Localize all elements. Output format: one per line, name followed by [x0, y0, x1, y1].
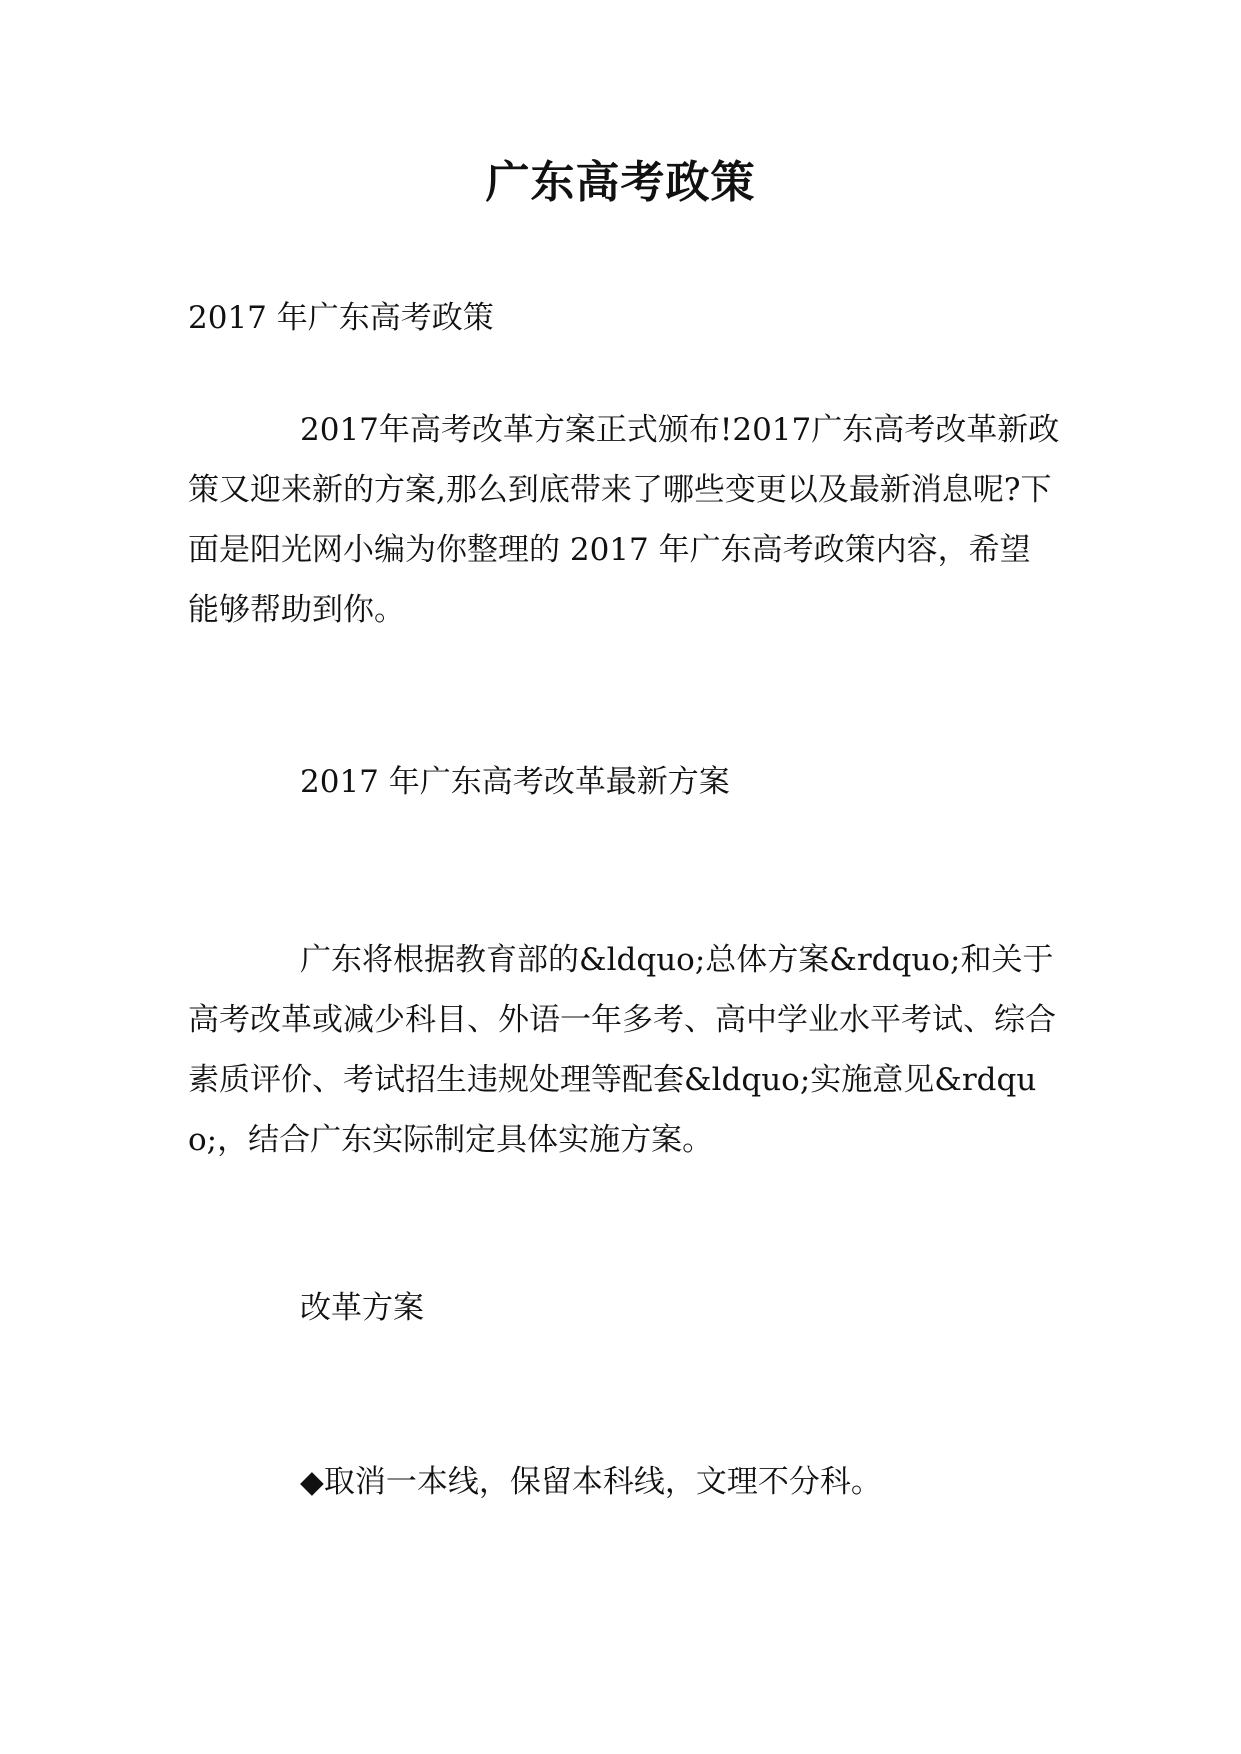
reform-label: 改革方案 [300, 1290, 424, 1326]
bullet-item: ◆取消一本线，保留本科线，文理不分科。 [300, 1464, 882, 1500]
policy-year-heading: 2017 年广东高考政策 [188, 300, 494, 336]
document-title: 广东高考政策 [485, 157, 756, 208]
intro-paragraph: 2017年高考改革方案正式颁布!2017广东高考改革新政策又迎来新的方案,那么到底带来了哪些变更以及最新消息呢?下面是阳光网小编为你整理的 2017 年广东高考政策内容，希望能够帮助到你。 [188, 412, 1060, 628]
reform-plan-heading: 2017 年广东高考改革最新方案 [300, 764, 730, 800]
reform-description-paragraph: 广东将根据教育部的&ldquo;总体方案&rdquo;和关于高考改革或减少科目、外语一年多考、高中学业水平考试、综合素质评价、考试招生违规处理等配套&ldquo;实施意见&rdquo;，结合广东实际制定具体实施方案。 [188, 942, 1056, 1158]
